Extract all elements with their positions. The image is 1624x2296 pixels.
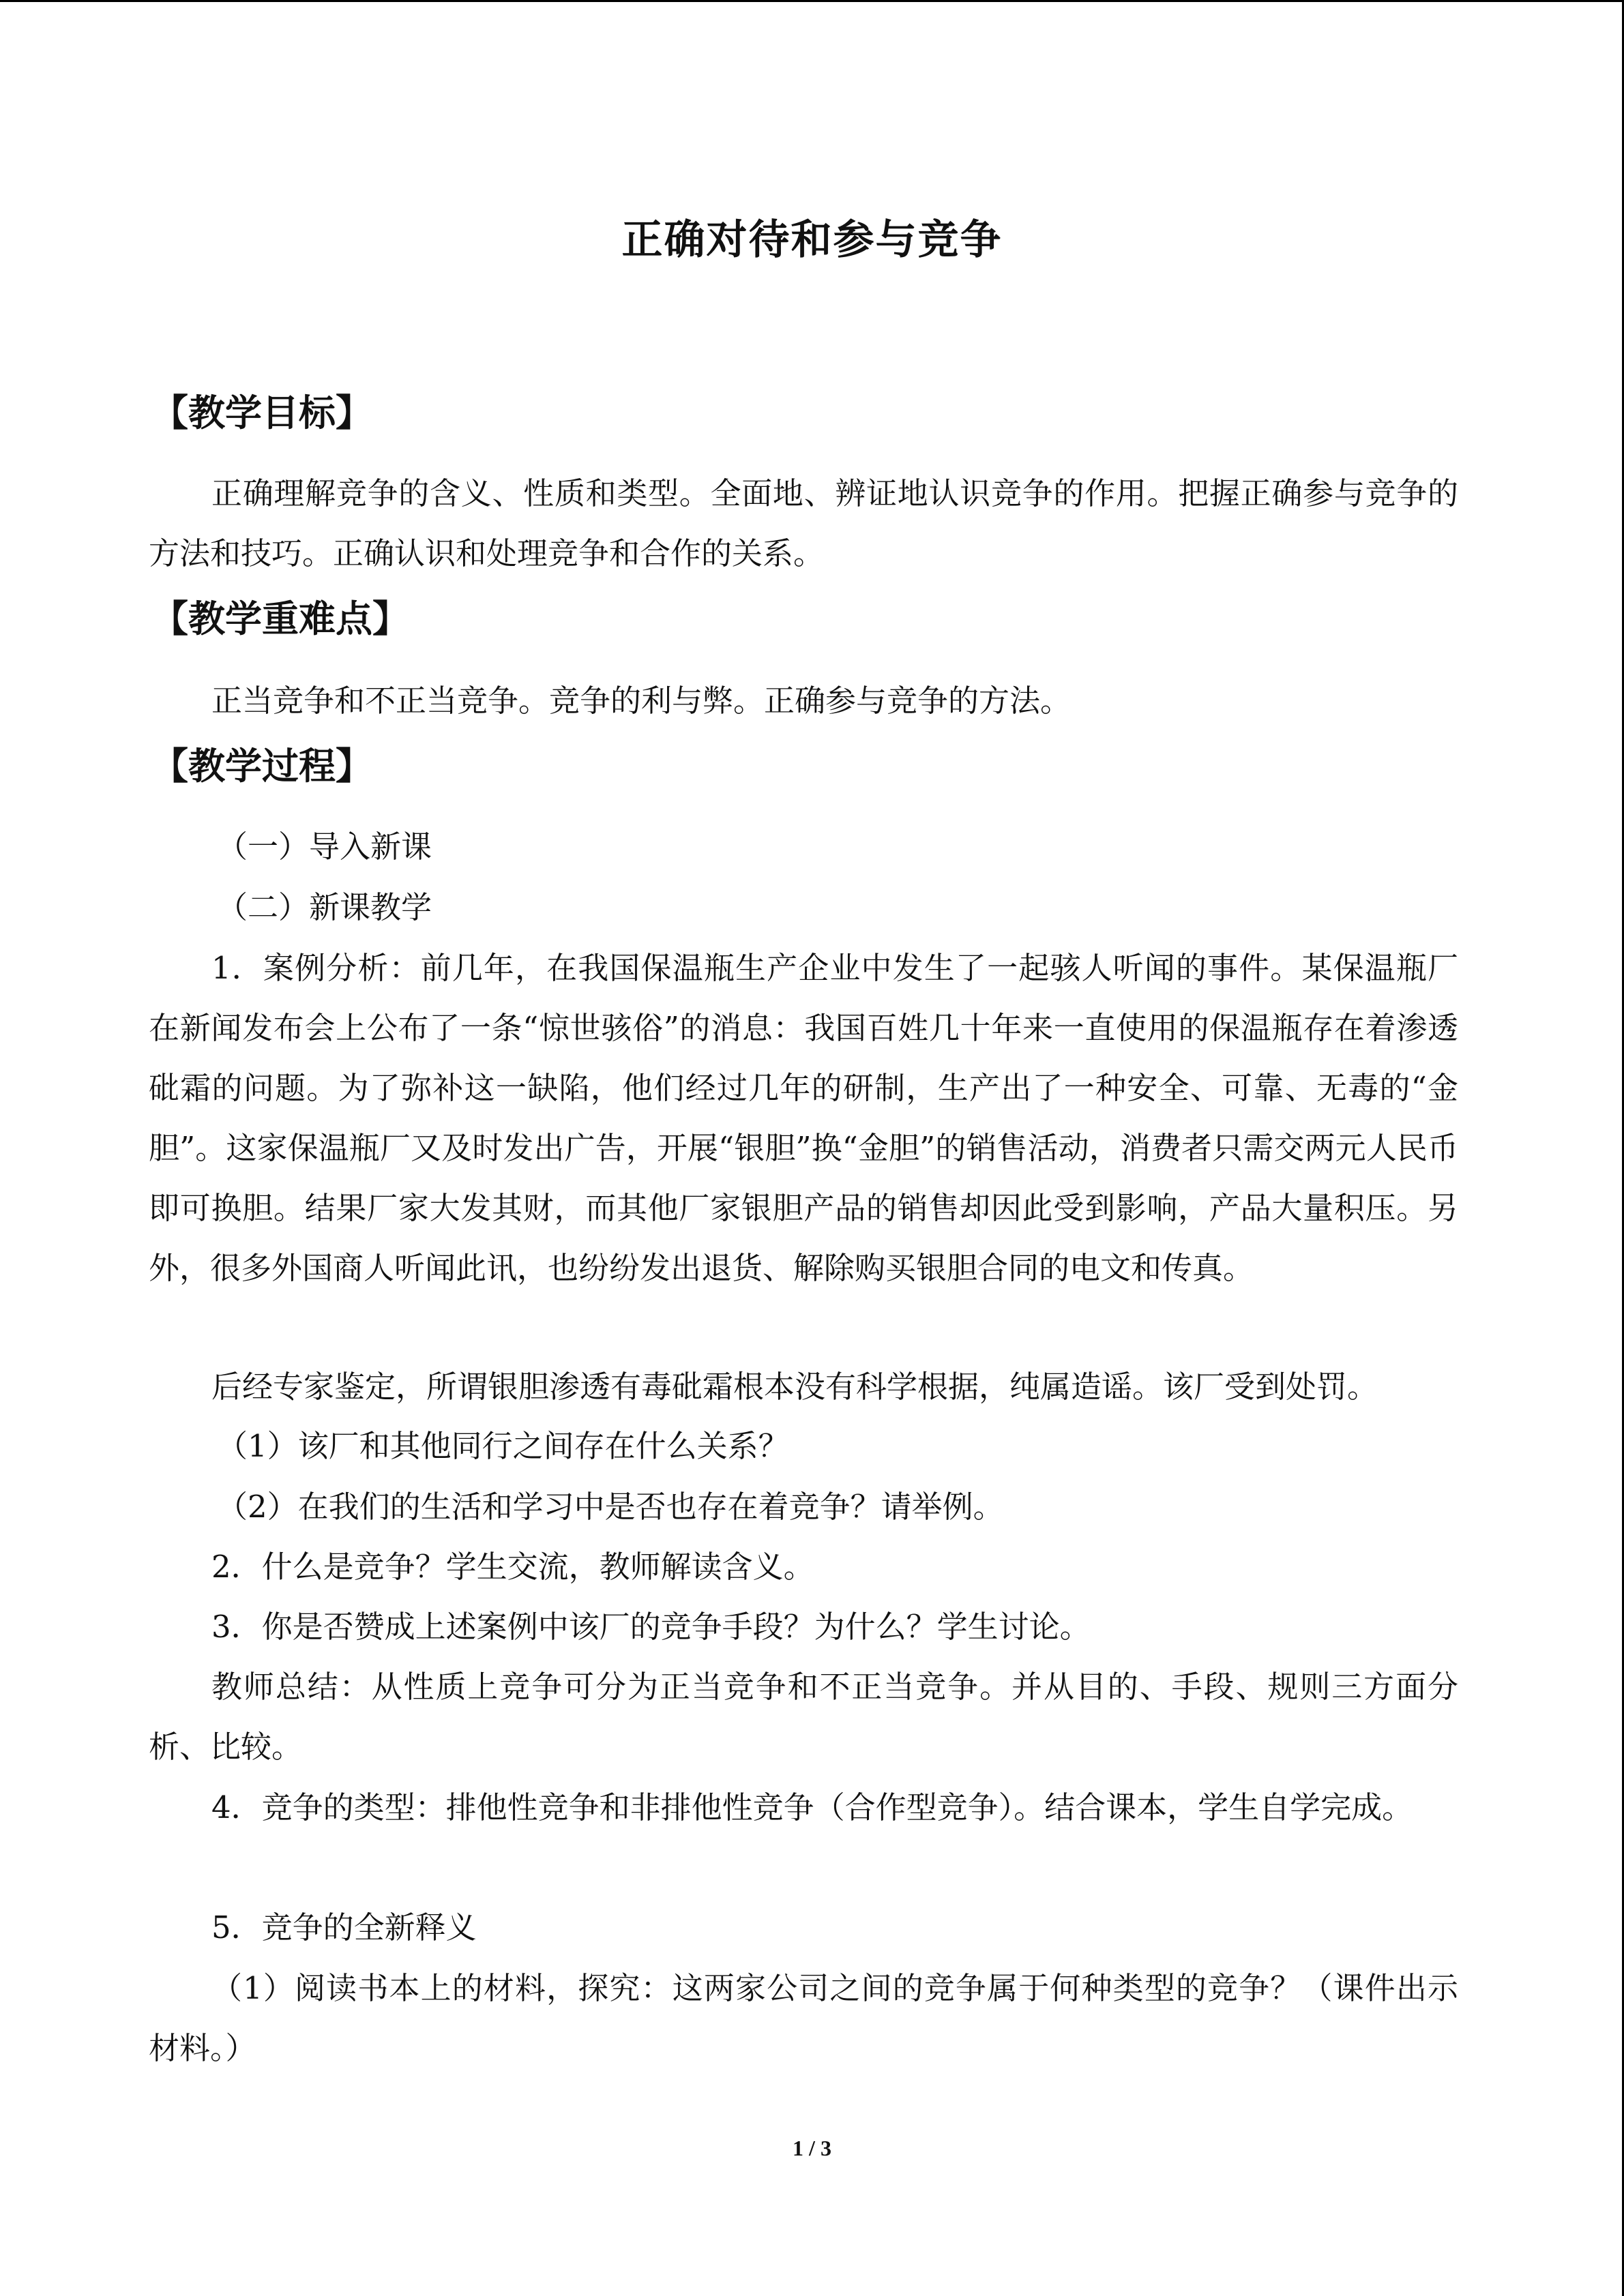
page-number: 1 / 3: [793, 2136, 831, 2160]
question-1: （1）该厂和其他同行之间存在什么关系？: [217, 1428, 789, 1464]
item-3: 3．你是否赞成上述案例中该厂的竞争手段？为什么？学生讨论。: [211, 1609, 1091, 1645]
step-intro: （一）导入新课: [217, 829, 432, 865]
paragraph-case-analysis: 1．案例分析：前几年，在我国保温瓶生产企业中发生了一起骇人听闻的事件。某保温瓶厂在新闻发布会上公布了一条“惊世骇俗”的消息：我国百姓几十年来一直使用的保温瓶存在着渗透砒霜的问题。为了弥补这一缺陷，他们经过几年的研制，生产出了一种安全、可靠、无毒的“金胆”。这家保温瓶厂又及时发出广告，开展“银胆”换“金胆”的销售活动，消费者只需交两元人民币即可换胆。结果厂家大发其财，而其他厂家银胆产品的销售却因此受到影响，产品大量积压。另外，很多外国商人听闻此讯，也纷纷发出退货、解除购买银胆合同的电文和传真。: [149, 950, 1458, 1286]
heading-process: 【教学过程】: [151, 744, 372, 788]
item-5-1: （1）阅读书本上的材料，探究：这两家公司之间的竞争属于何种类型的竞争？（课件出示材料。）: [149, 1970, 1458, 2066]
heading-objectives: 【教学目标】: [151, 391, 372, 434]
paragraph-case-result: 后经专家鉴定，所谓银胆渗透有毒砒霜根本没有科学根据，纯属造谣。该厂受到处罚。: [211, 1369, 1378, 1405]
item-5: 5．竞争的全新释义: [211, 1909, 477, 1945]
step-new-lesson: （二）新课教学: [217, 889, 432, 925]
heading-key-points: 【教学重难点】: [151, 597, 409, 640]
page-top-border: [0, 0, 1624, 2]
paragraph-key-points: 正当竞争和不正当竞争。竞争的利与弊。正确参与竞争的方法。: [211, 683, 1072, 719]
document-title: 正确对待和参与竞争: [621, 216, 1003, 264]
paragraph-objectives: 正确理解竞争的含义、性质和类型。全面地、辨证地认识竞争的作用。把握正确参与竞争的方法和技巧。正确认识和处理竞争和合作的关系。: [149, 475, 1458, 571]
item-2: 2．什么是竞争？学生交流，教师解读含义。: [211, 1549, 814, 1585]
paragraph-teacher-summary: 教师总结：从性质上竞争可分为正当竞争和不正当竞争。并从目的、手段、规则三方面分析、比较。: [149, 1669, 1458, 1765]
question-2: （2）在我们的生活和学习中是否也存在着竞争？请举例。: [217, 1489, 1004, 1525]
item-4: 4．竞争的类型：排他性竞争和非排他性竞争（合作型竞争）。结合课本，学生自学完成。: [211, 1789, 1413, 1825]
